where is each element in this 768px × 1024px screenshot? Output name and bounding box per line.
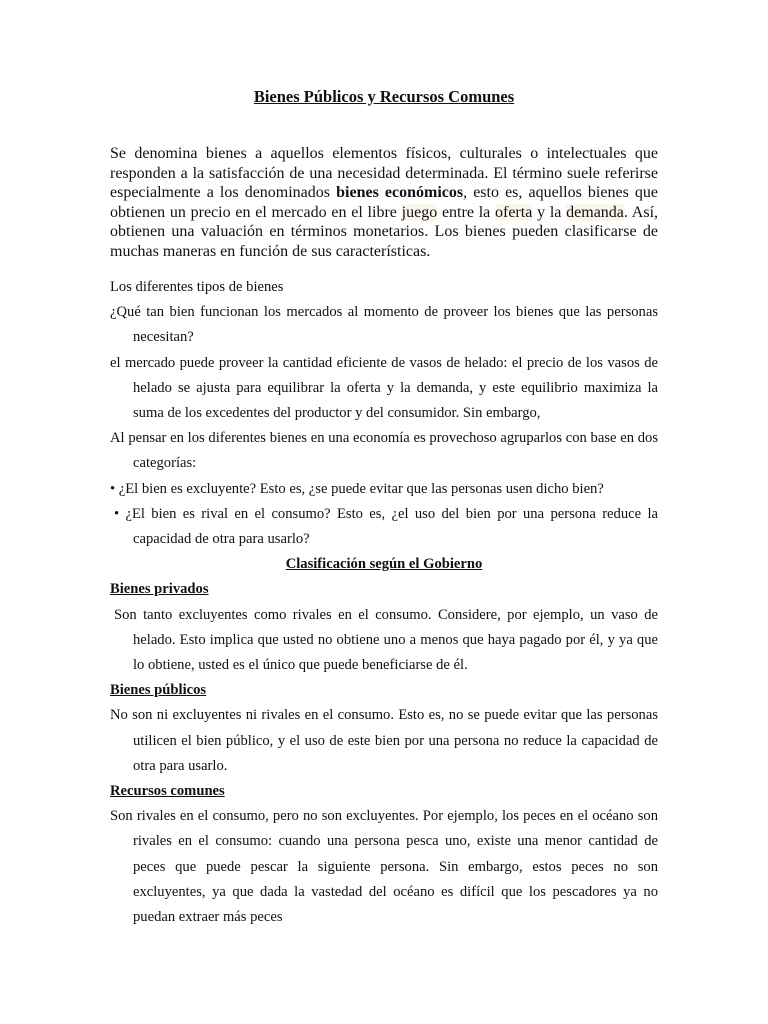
publicos-paragraph: No son ni excluyentes ni rivales en el consumo. Esto es, no se puede evitar que las personas utilicen el bien público, y el uso de este bien por una persona no reduce la capacidad de otra para usarlo.	[110, 707, 658, 774]
publicos-heading: Bienes públicos	[110, 682, 207, 699]
privados-paragraph: Son tanto excluyentes como rivales en el consumo. Considere, por ejemplo, un vaso de helado. Esto implica que usted no obtiene uno a menos que haya pagado por él, y ya que lo obtiene, usted es el único que puede beneficiarse de él.	[114, 606, 658, 674]
question-paragraph: ¿Qué tan bien funcionan los mercados al momento de proveer los bienes que las personas necesitan?	[110, 304, 658, 346]
bullet-rival: • ¿El bien es rival en el consumo? Esto es, ¿el uso del bien por una persona reduce la capacidad de otra para usarlo?	[114, 505, 658, 548]
intro-highlight-demanda: demanda	[566, 203, 624, 221]
intro-text-5: . Así, obtienen una valuación en términos monetarios. Los bienes pueden clasificarse de muchas maneras en función de sus características.	[110, 203, 659, 260]
comunes-paragraph: Son rivales en el consumo, pero no son excluyentes. Por ejemplo, los peces en el océano son rivales en el consumo: cuando una persona pesca uno, existe una menor cantidad de peces que puede pescar la siguiente persona. Sin embargo, estos peces no son excluyentes, ya que dada la vastedad del océano es difícil que los pescadores ya no puedan extraer más peces	[110, 808, 658, 926]
tipos-heading: Los diferentes tipos de bienes	[110, 279, 284, 295]
body-section	[110, 275, 658, 930]
document-title: Bienes Públicos y Recursos Comunes	[253, 87, 515, 106]
intro-text-1: Se denomina bienes a aquellos elementos físicos, culturales o intelectuales que responden a la satisfacción de una necesidad determinada. El término suele referirse especialmente a los denominados	[110, 145, 658, 201]
intro-text-2: , esto es, aquellos bienes que obtienen un precio en el mercado en el libre	[110, 184, 659, 221]
intro-paragraph	[110, 144, 658, 261]
comunes-heading: Recursos comunes	[110, 783, 225, 800]
intro-bold-term: bienes económicos	[336, 184, 464, 201]
privados-heading: Bienes privados	[110, 581, 209, 598]
categorias-paragraph: Al pensar en los diferentes bienes en una economía es provechoso agruparlos con base en dos categorías:	[110, 430, 658, 472]
bullet-excluyente: • ¿El bien es excluyente? Esto es, ¿se puede evitar que las personas usen dicho bien?	[110, 480, 604, 497]
mercado-paragraph: el mercado puede proveer la cantidad eficiente de vasos de helado: el precio de los vasos de helado se ajusta para equilibrar la oferta y la demanda, y este equilibrio maximiza la suma de los excedentes del productor y del consumidor. Sin embargo,	[110, 354, 658, 422]
intro-highlight-juego: juego	[401, 203, 438, 221]
intro-highlight-oferta: oferta	[495, 203, 533, 221]
intro-text-4: y la	[532, 203, 567, 221]
intro-text-3: entre la	[437, 203, 495, 221]
clasificacion-heading: Clasificación según el Gobierno	[285, 556, 483, 573]
